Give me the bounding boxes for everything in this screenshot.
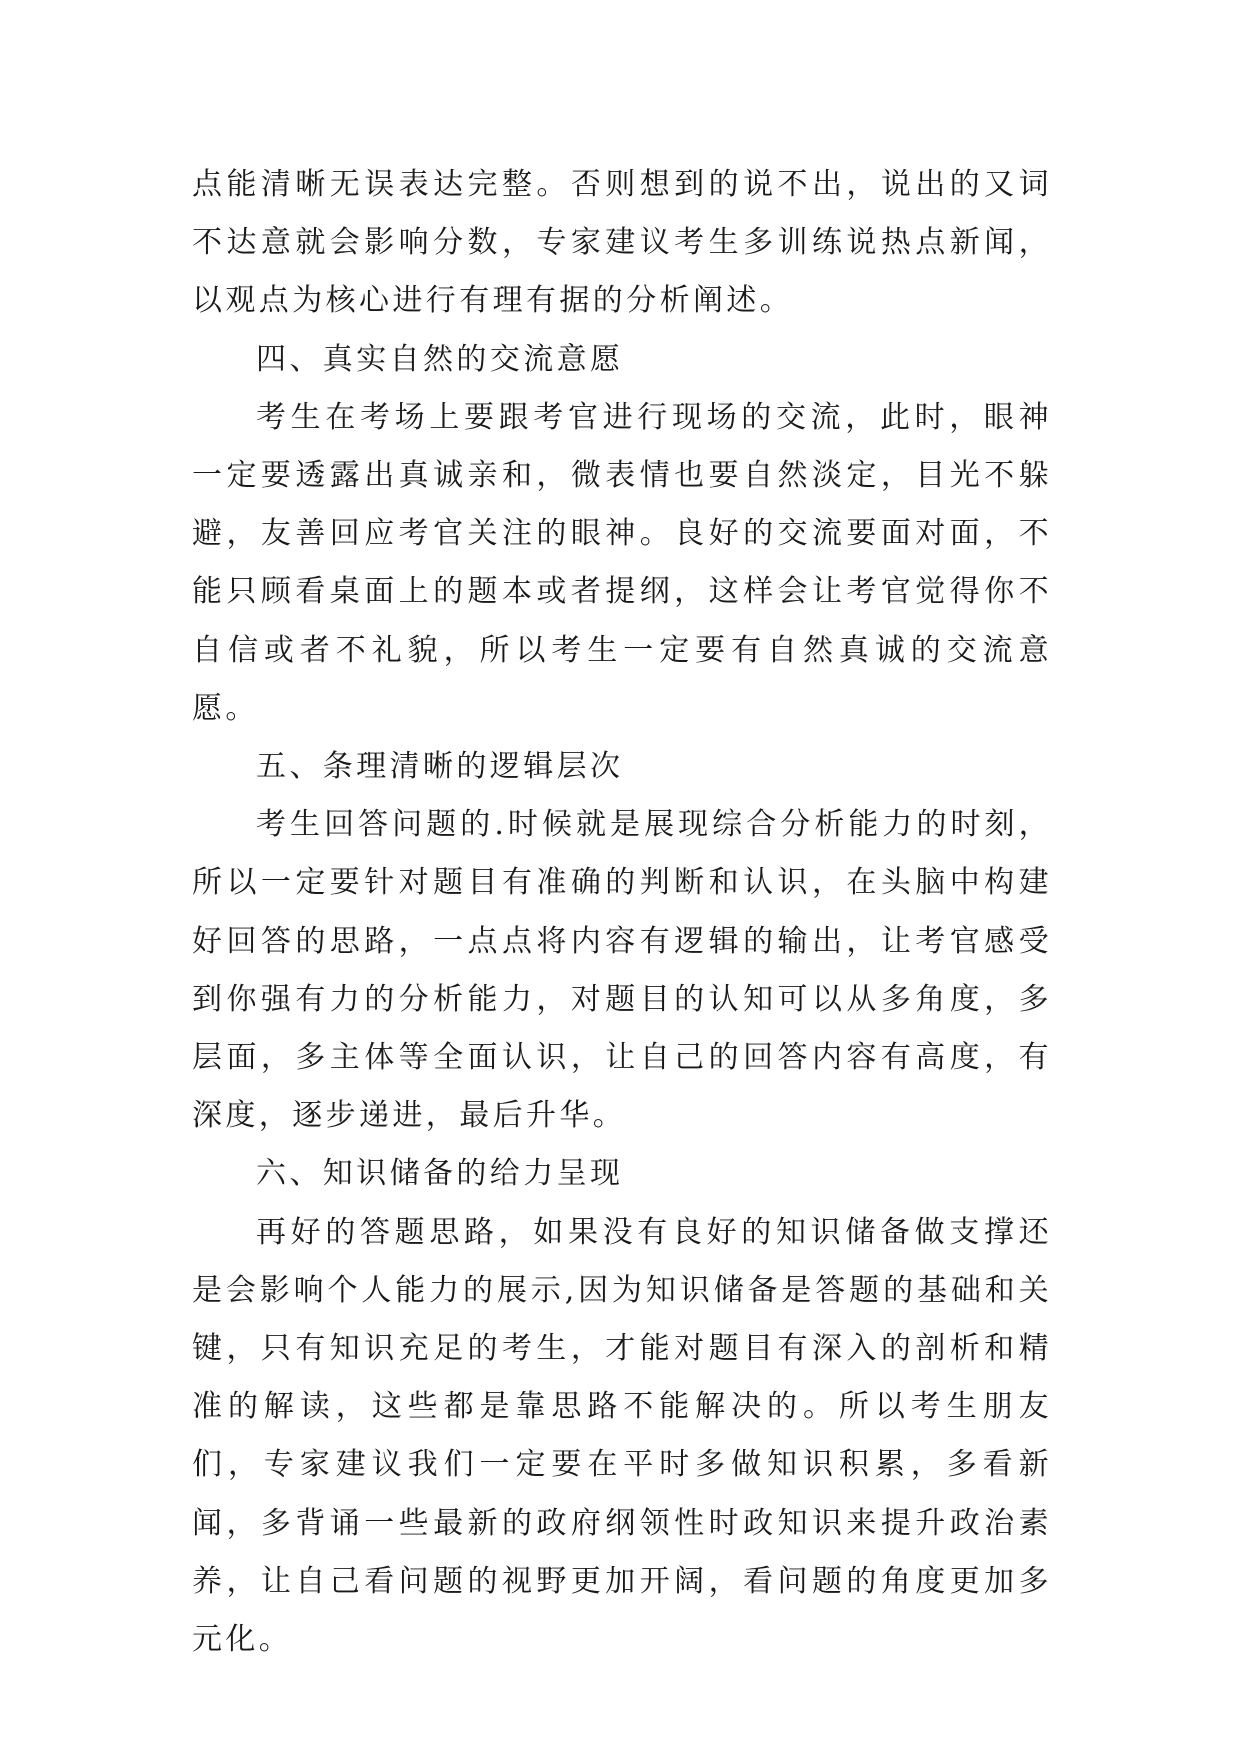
paragraph-communication: 考生在考场上要跟考官进行现场的交流，此时，眼神一定要透露出真诚亲和，微表情也要自然淡定，目光不躲避，友善回应考官关注的眼神。良好的交流要面对面，不能只顾看桌面上的题本或者提纲，这样会让考官觉得你不自信或者不礼貌，所以考生一定要有自然真诚的交流意愿。 xyxy=(192,399,1052,726)
section-heading-four: 四、真实自然的交流意愿 xyxy=(256,341,624,377)
paragraph-continuation: 点能清晰无误表达完整。否则想到的说不出，说出的又词不达意就会影响分数，专家建议考生多训练说热点新闻，以观点为核心进行有理有据的分析阐述。 xyxy=(192,167,1052,319)
paragraph-logic: 考生回答问题的.时候就是展现综合分析能力的时刻，所以一定要针对题目有准确的判断和认识，在头脑中构建好回答的思路，一点点将内容有逻辑的输出，让考官感受到你强有力的分析能力，对题目的认知可以从多角度，多层面，多主体等全面认识，让自己的回答内容有高度，有深度，逐步递进，最后升华。 xyxy=(192,807,1052,1134)
section-heading-six: 六、知识储备的给力呈现 xyxy=(256,1156,624,1192)
paragraph-knowledge: 再好的答题思路，如果没有良好的知识储备做支撑还是会影响个人能力的展示,因为知识储备是答题的基础和关键，只有知识充足的考生，才能对题目有深入的剖析和精准的解读，这些都是靠思路不能解决的。所以考生朋友们，专家建议我们一定要在平时多做知识积累，多看新闻，多背诵一些最新的政府纲领性时政知识来提升政治素养，让自己看问题的视野更加开阔，看问题的角度更加多元化。 xyxy=(192,1214,1052,1658)
document-body xyxy=(192,156,1052,1669)
section-heading-five: 五、条理清晰的逻辑层次 xyxy=(256,749,624,785)
